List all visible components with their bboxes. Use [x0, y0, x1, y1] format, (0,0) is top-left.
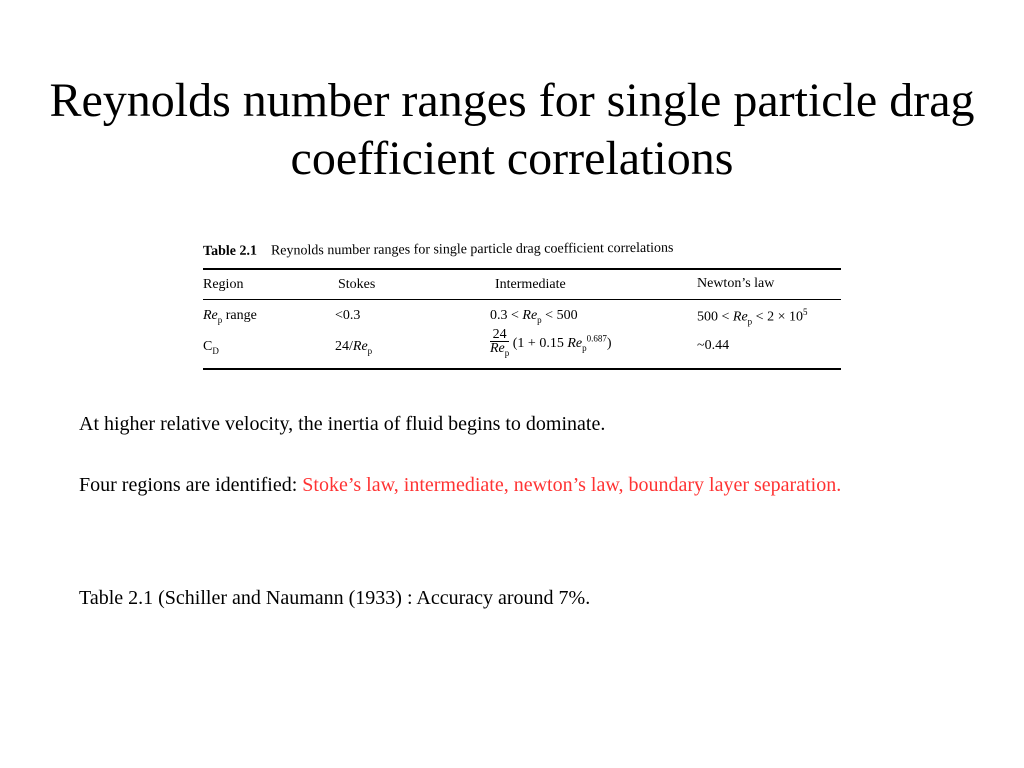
paragraph-inertia: At higher relative velocity, the inertia of fluid begins to dominate. [79, 413, 606, 435]
header-newtons-law: Newton’s law [697, 276, 775, 291]
paragraph-table-source: Table 2.1 (Schiller and Naumann (1933) : Accuracy around 7%. [79, 587, 591, 609]
row-re-label: $Re_p$ range [203, 308, 257, 325]
fraction-24-over-re: $\frac{24}{Re_p}$ [490, 327, 510, 358]
table-caption-text: Reynolds number ranges for single particle drag coefficient correlations [270, 240, 674, 259]
table-caption [203, 240, 843, 260]
paragraph-regions-lead: Four regions are identified: [79, 474, 303, 496]
slide-title: Reynolds number ranges for single particle drag coefficient correlations [49, 74, 975, 185]
row-cd-intermediate: $\frac{24}{Re_p}$ (1 + 0.15 $Re_p^{0.687}$) [490, 327, 612, 358]
drag-coefficient-table [202, 240, 843, 372]
paragraph-regions [79, 466, 949, 504]
row-re-stokes: <0.3 [335, 308, 361, 323]
row-cd-stokes: $24/Re_p$ [335, 339, 373, 356]
row-re-intermediate: $0.3 < Re_p < 500$ [490, 308, 578, 325]
paragraph-regions-highlight: Stoke’s law, intermediate, newton’s law, boundary layer separation. [302, 474, 842, 496]
table-header-rule [203, 299, 841, 300]
header-region: Region [203, 277, 244, 292]
table-bottom-rule [203, 368, 841, 370]
table-top-rule [203, 268, 841, 270]
row-cd-label: $C_D$ [203, 339, 219, 356]
row-re-newton: $500 < Re_p < 2 \times 10^5$ [697, 307, 808, 327]
table-caption-number: Table 2.1 [202, 243, 258, 259]
header-stokes: Stokes [338, 277, 376, 292]
row-cd-newton: ~0.44 [697, 338, 730, 353]
header-intermediate: Intermediate [495, 277, 566, 292]
